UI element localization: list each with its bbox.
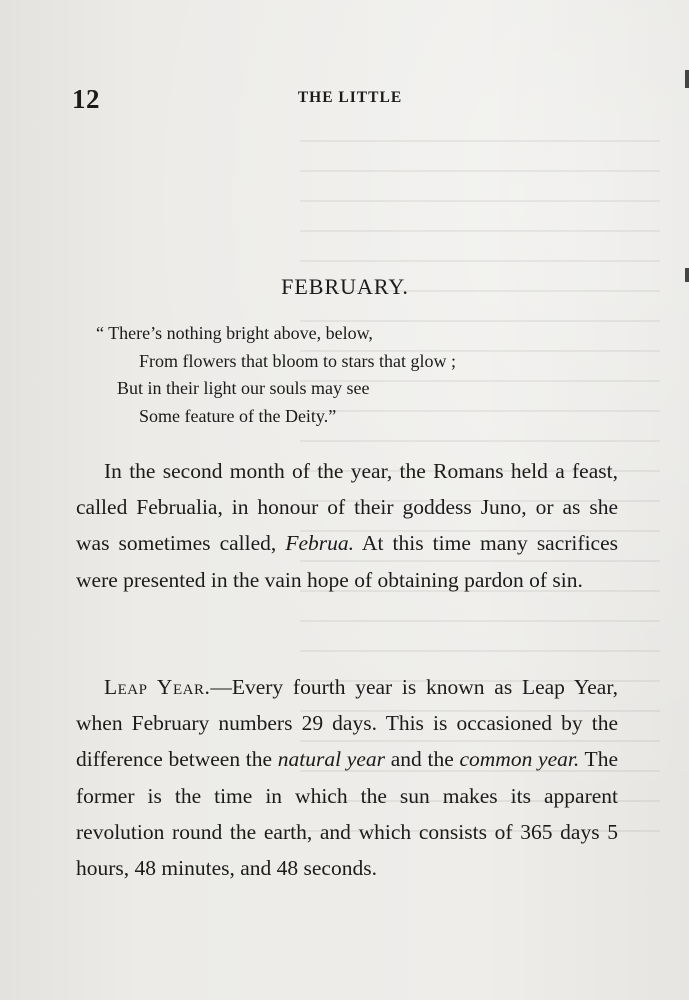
paragraph-leap-year (76, 669, 618, 886)
paragraph-februalia (76, 453, 618, 598)
poem-line: But in their light our souls may see (117, 378, 370, 398)
paragraph-heading: Leap Year. (104, 675, 211, 699)
paragraph-text: and the (385, 747, 460, 772)
poem-line: “ There’s nothing bright above, below, (96, 323, 373, 343)
italic-term: common year. (459, 747, 580, 772)
paragraph-text: In the second month of the year, the Romans held a feast, called Februalia, in honour of their goddess Juno, or as she was sometimes called, (76, 459, 618, 556)
poem-line: From flowers that bloom to stars that glow ; (139, 350, 456, 371)
section-title: FEBRUARY. (281, 274, 409, 299)
paragraph-text: The former is the time in which the sun makes its apparent revolution round the earth, and which consists of 365 days 5 hours, 48 minutes, and 48 seconds. (76, 747, 618, 881)
running-title: THE LITTLE (297, 89, 403, 106)
page-edge-mark (685, 268, 689, 282)
poem-line: Some feature of the Deity.” (139, 405, 337, 426)
page-number: 12 (72, 84, 100, 114)
italic-term: Februa. (285, 531, 355, 556)
paragraph-text: —Every fourth year is known as Leap Year, when February numbers 29 days. This is occasioned by the difference between the (76, 675, 618, 772)
page-edge-mark (685, 70, 689, 88)
epigraph-poem (96, 320, 596, 430)
paragraph-text: At this time many sacrifices were presented in the vain hope of obtaining pardon of sin. (76, 531, 618, 592)
italic-term: natural year (277, 747, 386, 772)
